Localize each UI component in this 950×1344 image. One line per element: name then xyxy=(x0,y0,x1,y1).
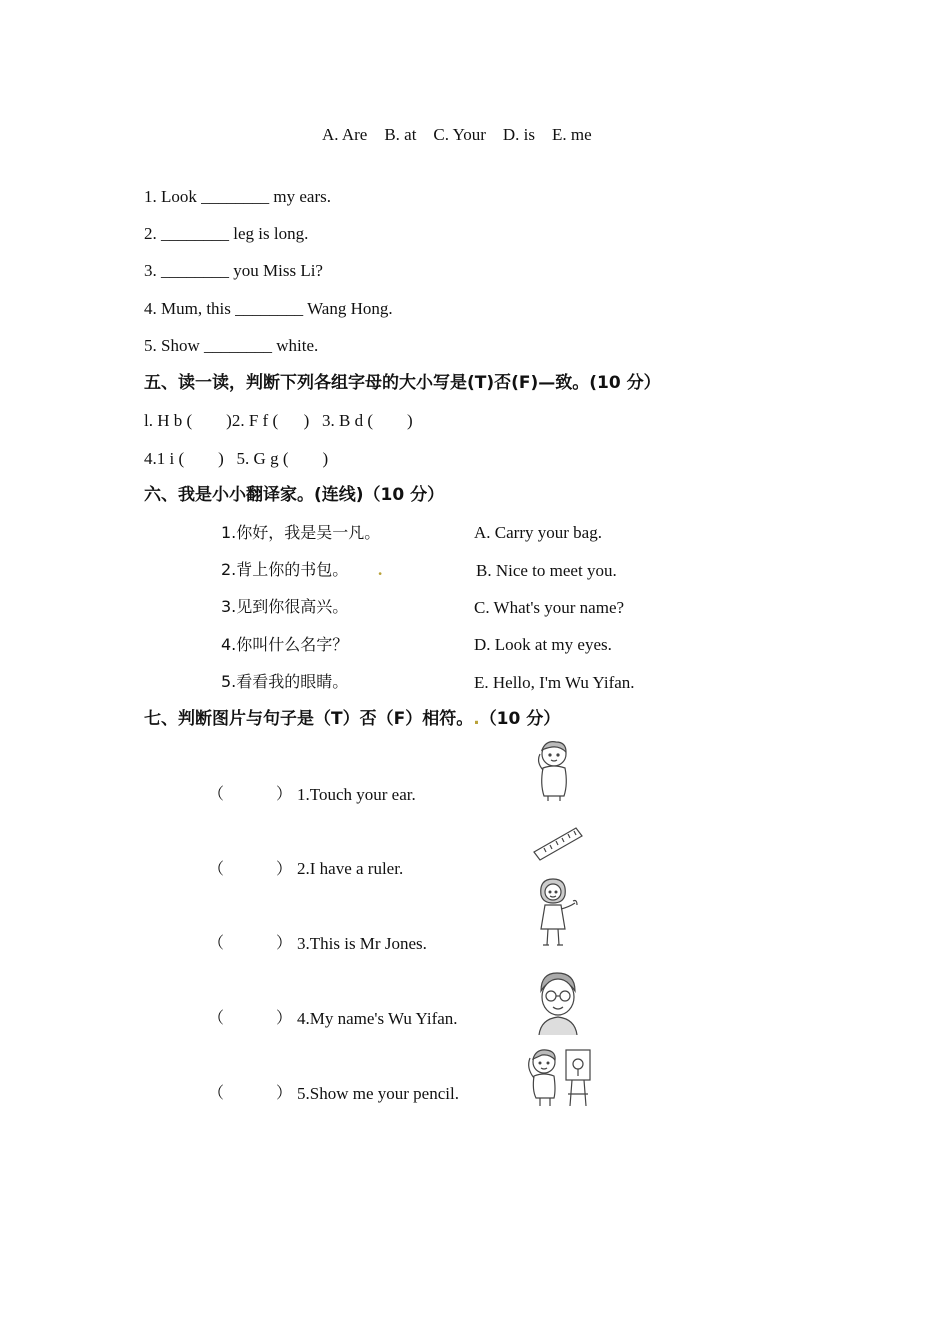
judge-item-4: 4.My name's Wu Yifan. xyxy=(297,1009,458,1028)
paren-open: （ xyxy=(208,784,225,803)
section5-row2: 4.1 i ( ) 5. G g ( ) xyxy=(144,449,329,468)
translate-right-b: B. Nice to meet you. xyxy=(476,561,617,580)
fill-blank-5: 5. Show ________ white. xyxy=(144,336,319,355)
paren-close: ） xyxy=(276,933,293,952)
judge-item-1: 1.Touch your ear. xyxy=(297,785,416,804)
paren-close: ） xyxy=(276,1008,293,1027)
translate-left-5: 5.看看我的眼睛。 xyxy=(221,672,349,691)
translate-left-4: 4.你叫什么名字？ xyxy=(221,635,349,654)
translate-right-c: C. What's your name? xyxy=(474,598,625,617)
translate-left-1: 1.你好，我是吴一凡。 xyxy=(221,523,381,542)
fill-blank-4: 4. Mum, this ________ Wang Hong. xyxy=(144,299,393,318)
judge-item-3: 3.This is Mr Jones. xyxy=(297,934,427,953)
fill-blank-2: 2. ________ leg is long. xyxy=(144,224,309,243)
marker-dot: . xyxy=(473,709,480,729)
section5-row1: l. H b ( )2. F f ( ) 3. B d ( ) xyxy=(144,411,413,430)
translate-right-d: D. Look at my eyes. xyxy=(474,635,612,654)
paren-open: （ xyxy=(208,859,225,878)
fill-blank-1: 1. Look ________ my ears. xyxy=(144,187,331,206)
paren-close: ） xyxy=(276,784,293,803)
fill-blank-3: 3. ________ you Miss Li? xyxy=(144,261,323,280)
man-with-glasses-image xyxy=(533,971,583,1035)
marker-dot: . xyxy=(378,560,383,579)
judge-item-2: 2.I have a ruler. xyxy=(297,859,404,878)
ruler-image xyxy=(532,826,584,862)
translate-left-2: 2.背上你的书包。 xyxy=(221,560,349,579)
translate-left-3: 3.见到你很高兴。 xyxy=(221,597,349,616)
translate-right-e: E. Hello, I'm Wu Yifan. xyxy=(474,673,635,692)
girl-waving-image xyxy=(533,877,583,949)
boy-with-drawing-board-image xyxy=(524,1046,596,1108)
word-bank: A. Are B. at C. Your D. is E. me xyxy=(322,125,592,144)
paren-close: ） xyxy=(276,1083,293,1102)
section6-heading: 六、我是小小翻译家。(连线)（10 分） xyxy=(144,485,445,505)
paren-open: （ xyxy=(208,933,225,952)
section5-heading: 五、读一读，判断下列各组字母的大小写是(T)否(F)—致。(10 分） xyxy=(144,373,661,393)
paren-close: ） xyxy=(276,859,293,878)
section7-heading-text: 七、判断图片与句子是（T）否（F）相符。 xyxy=(144,709,474,729)
paren-open: （ xyxy=(208,1083,225,1102)
section7-heading xyxy=(144,709,560,729)
boy-touching-ear-image xyxy=(530,738,582,802)
judge-item-5: 5.Show me your pencil. xyxy=(297,1084,459,1103)
paren-open: （ xyxy=(208,1008,225,1027)
translate-right-a: A. Carry your bag. xyxy=(474,523,602,542)
section7-heading-score: （10 分） xyxy=(479,709,561,729)
